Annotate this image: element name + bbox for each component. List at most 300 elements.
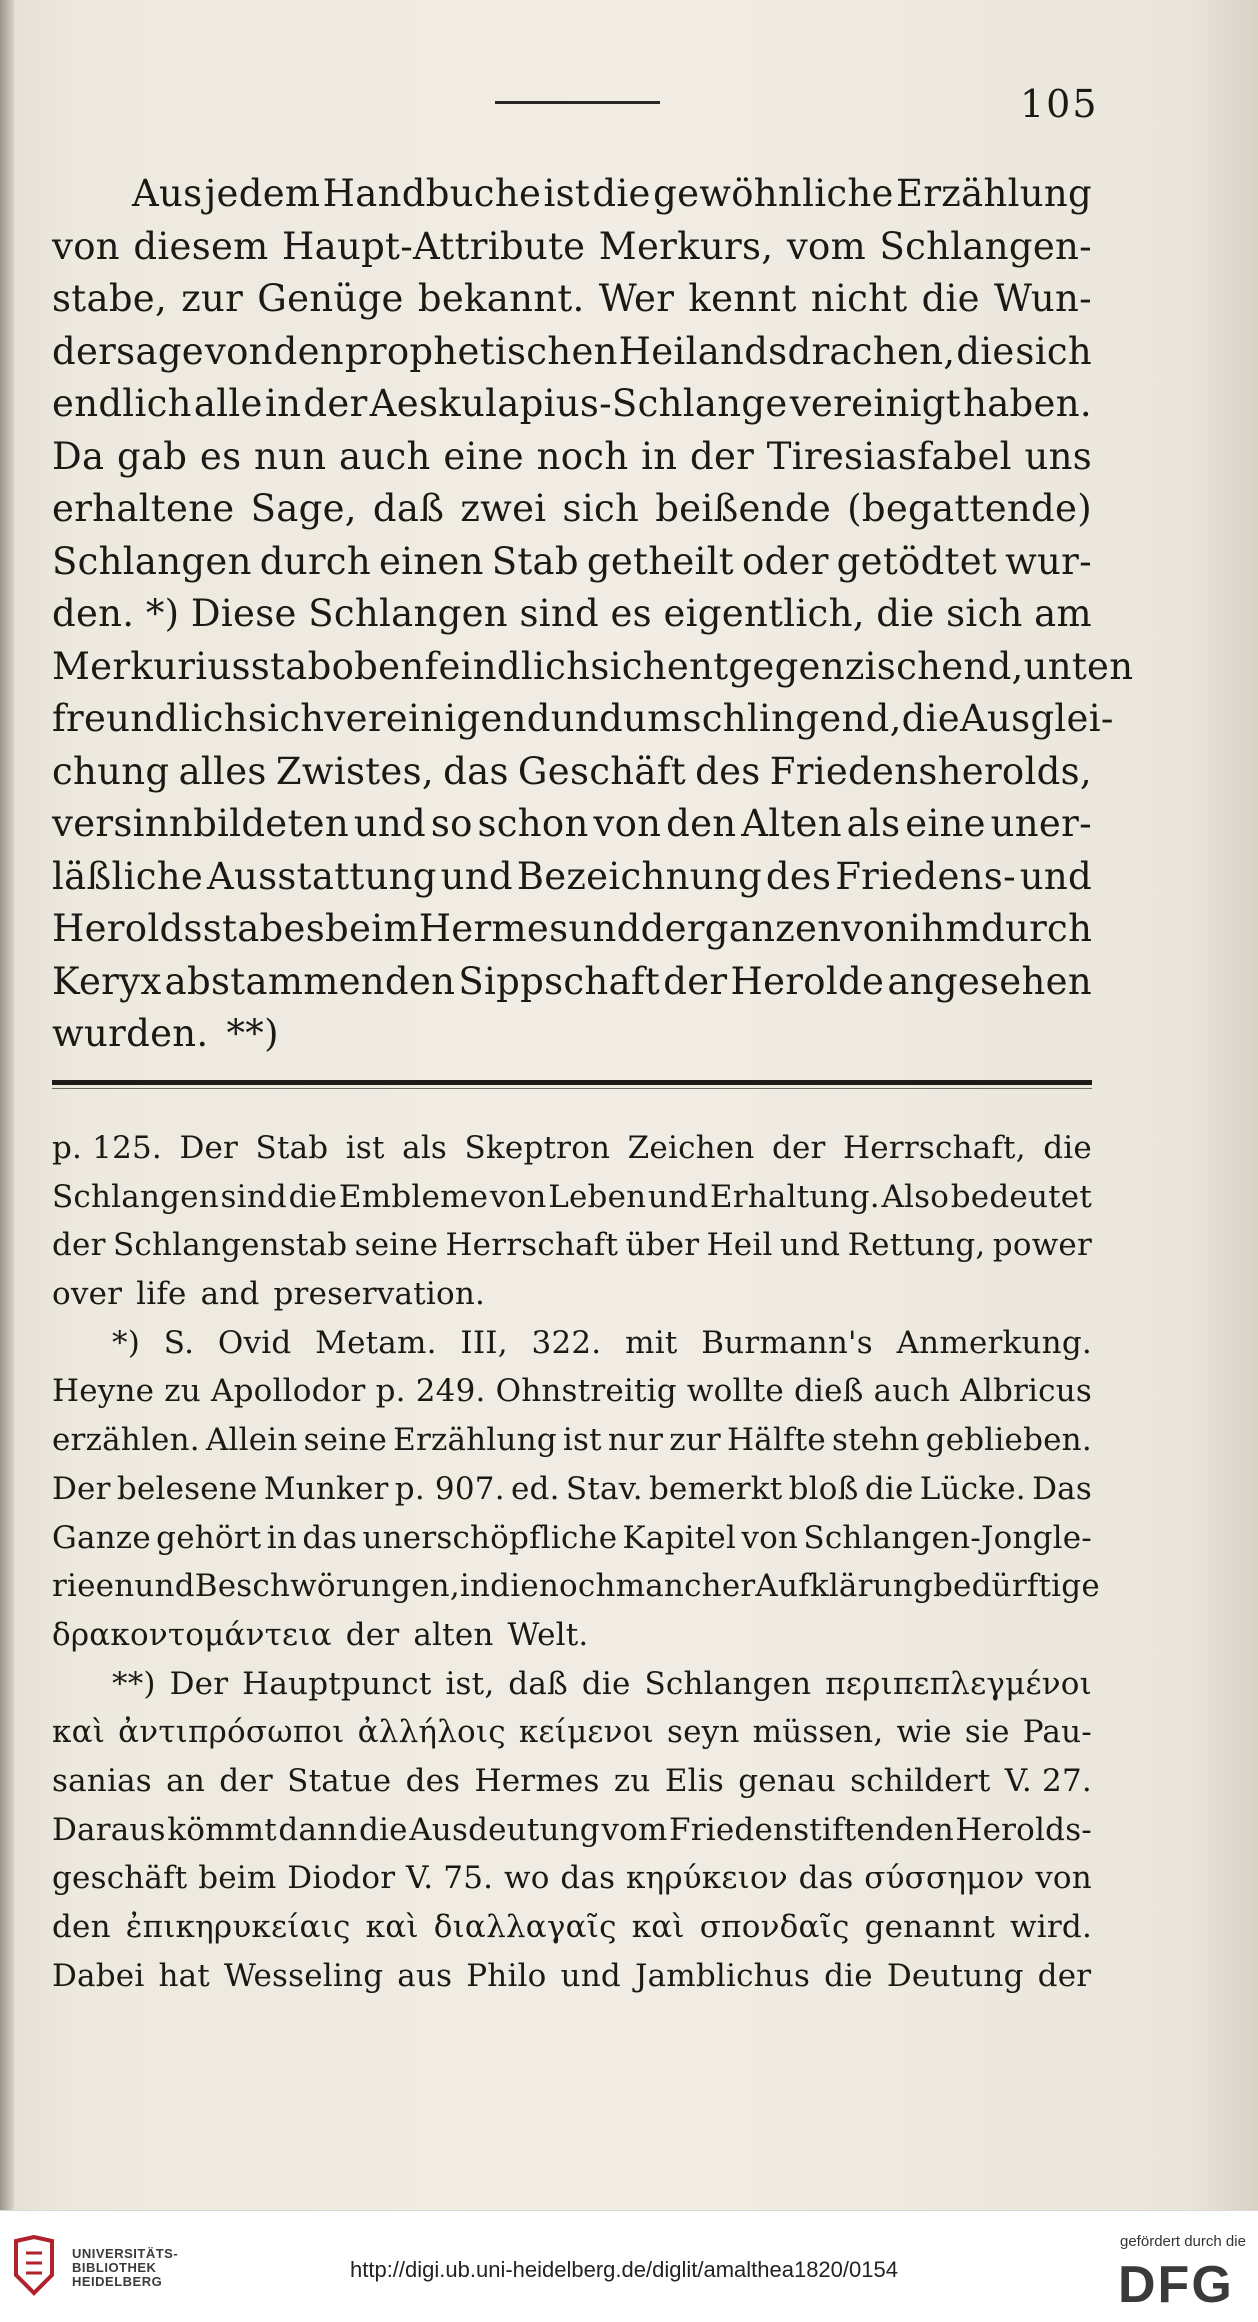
word: oder <box>741 539 829 583</box>
word: der <box>1037 1957 1092 1994</box>
word: die <box>956 329 1015 373</box>
word: (begattende) <box>847 487 1092 530</box>
word: mit <box>625 1324 678 1361</box>
word: den <box>666 802 737 845</box>
word: Ausglei- <box>960 697 1114 740</box>
word: V. 75. <box>406 1860 494 1897</box>
word: Der <box>179 1130 239 1166</box>
word: Jamblichus <box>634 1957 811 1994</box>
footnotes <box>52 1130 1100 2006</box>
text-line <box>52 592 1092 645</box>
footnote-separator-thin-rule <box>52 1088 1092 1089</box>
word: Handbuche <box>322 172 542 215</box>
word: bekannt. <box>417 277 585 320</box>
word: Stab <box>491 539 579 583</box>
word: in <box>266 1519 298 1556</box>
word: Schlangen <box>52 539 252 583</box>
footnote-separator-rule <box>52 1080 1092 1085</box>
footnote-line <box>52 1520 1092 1569</box>
word: haben. <box>963 382 1092 425</box>
word: ihm <box>909 907 981 950</box>
word: life <box>136 1276 187 1313</box>
library-name-line: UNIVERSITÄTS- <box>72 2246 179 2261</box>
word: die <box>592 172 651 215</box>
word: Kapitel <box>622 1519 737 1556</box>
word: καὶ <box>52 1714 106 1751</box>
word: des <box>765 854 832 898</box>
word: sich <box>1015 329 1092 373</box>
word: als <box>402 1130 448 1166</box>
word: Ausstattung <box>206 854 437 898</box>
word: seine <box>354 1227 439 1264</box>
word: chung <box>52 749 170 793</box>
word: Herolds- <box>955 1811 1092 1848</box>
word: Daraus <box>52 1811 166 1848</box>
word: genannt <box>864 1909 996 1945</box>
text-line <box>52 540 1092 593</box>
word: der <box>219 1762 273 1799</box>
word: die <box>901 697 960 740</box>
word: es <box>199 434 242 478</box>
word: sich <box>946 592 1023 635</box>
word: σπονδαῖς <box>699 1909 850 1945</box>
word: Ovid <box>217 1324 292 1361</box>
word: aus <box>397 1957 453 1994</box>
footnote-line <box>52 1179 1092 1228</box>
word: rieen <box>52 1568 135 1605</box>
word: κείμενοι <box>518 1714 654 1751</box>
word: Schlangen <box>52 1178 219 1215</box>
word: Hauptpunct <box>242 1665 432 1702</box>
word: durch <box>259 539 371 583</box>
word: Apollodor <box>211 1373 366 1410</box>
word: unten <box>1023 644 1134 688</box>
word: Schlangen <box>308 592 508 635</box>
text-line <box>52 277 1092 330</box>
library-name <box>72 2247 178 2289</box>
word: Erzählung <box>896 172 1092 215</box>
word: freundlich <box>52 697 248 740</box>
word: Philo <box>466 1957 547 1994</box>
word: Da <box>52 434 105 478</box>
word: Hermes <box>474 1762 600 1799</box>
word: müssen, <box>752 1714 884 1751</box>
text-line <box>52 225 1092 278</box>
word: Merkuriusstab <box>52 644 332 688</box>
word: Tiresiasfabel <box>766 434 1012 478</box>
word: oben <box>331 644 425 688</box>
word: sanias <box>52 1762 152 1799</box>
dfg-logo: DFG <box>1118 2256 1234 2314</box>
word: Albricus <box>960 1373 1092 1410</box>
word: und <box>440 854 513 898</box>
word: Diese <box>190 592 297 635</box>
word: und <box>779 1227 841 1264</box>
word: δρακοντομάντεια <box>52 1616 332 1653</box>
word: Der <box>52 1470 111 1507</box>
word: Das <box>1032 1470 1092 1507</box>
word: in <box>459 1568 491 1605</box>
word: Hälfte <box>726 1422 826 1459</box>
word: sich <box>562 487 640 530</box>
text-line <box>52 172 1092 225</box>
word: von <box>593 802 662 845</box>
word: die <box>824 1957 873 1994</box>
word: Der <box>169 1665 229 1702</box>
word: ist, <box>445 1665 495 1702</box>
word: vereinigend <box>324 697 551 740</box>
university-library-logo-icon <box>12 2235 56 2297</box>
word: Sage, <box>250 487 357 530</box>
word: Genüge <box>257 277 404 320</box>
word: Friedenstiftenden <box>669 1811 954 1848</box>
footnote-line <box>52 1909 1092 1958</box>
word: Wer <box>598 277 675 320</box>
footnote-line <box>52 1714 1092 1763</box>
text-line <box>52 750 1092 803</box>
word: und <box>647 1178 709 1215</box>
word: V. 27. <box>1004 1762 1092 1799</box>
library-name-line: HEIDELBERG <box>72 2274 163 2289</box>
footnote-line <box>52 1958 1092 2007</box>
word: hat <box>158 1957 210 1994</box>
word: von <box>841 907 910 950</box>
word: Heilandsdrachen, <box>618 329 956 373</box>
word: sich <box>247 697 325 740</box>
word: die <box>358 1811 408 1848</box>
word: den <box>52 1909 111 1945</box>
word: nicht <box>810 277 908 320</box>
word: das <box>443 749 509 793</box>
word: Erhaltung. <box>709 1178 880 1215</box>
word: p. 249. <box>375 1373 486 1410</box>
word: ἀλλήλοις <box>357 1714 506 1751</box>
word: ist <box>345 1130 385 1166</box>
word: belesene <box>116 1470 258 1507</box>
funder-caption: gefördert durch die <box>1120 2233 1246 2250</box>
word: Ohnstreitig <box>495 1373 677 1410</box>
word: ed. <box>511 1470 560 1507</box>
word: Pau- <box>1022 1714 1092 1751</box>
word: Elis <box>664 1762 724 1799</box>
word: Aeskulapius-Schlange <box>369 382 788 425</box>
word: Ganze <box>52 1519 151 1556</box>
word: Beschwörungen, <box>194 1568 460 1605</box>
word: der <box>771 1130 826 1166</box>
word: von <box>1035 1860 1092 1897</box>
word: Schlangen-Jongle- <box>803 1519 1092 1556</box>
word: Rettung, <box>847 1227 986 1264</box>
footnote-line <box>52 1471 1092 1520</box>
word: zur <box>181 277 244 320</box>
footnote-line <box>52 1227 1092 1276</box>
word: Heroldsstabes <box>52 907 326 950</box>
word: der <box>52 1227 106 1264</box>
word: gehört <box>156 1519 262 1556</box>
text-line <box>52 855 1092 908</box>
word: Hermes <box>418 907 569 950</box>
word: Friedensherolds, <box>769 749 1092 793</box>
word: wird. <box>1010 1909 1092 1945</box>
word: ist <box>562 1422 602 1459</box>
word: bloß <box>788 1470 859 1507</box>
word: Diodor <box>287 1860 396 1897</box>
word: Ausdeutung <box>409 1811 600 1848</box>
word: zu <box>613 1762 651 1799</box>
text-line <box>52 435 1092 488</box>
word: Burmann's <box>701 1324 873 1361</box>
word: angesehen <box>887 959 1092 1003</box>
word: zu <box>164 1373 201 1410</box>
word: abstammenden <box>164 959 456 1003</box>
footnote-line <box>52 1617 1092 1666</box>
word: des <box>405 1762 461 1799</box>
word: sind <box>220 1178 287 1215</box>
word: beim <box>325 907 419 950</box>
footnote-line <box>52 1325 1092 1374</box>
word: schon <box>477 802 589 845</box>
word: seyn <box>667 1714 740 1751</box>
word: gab <box>116 434 188 478</box>
word: den. <box>52 592 135 635</box>
word: III, <box>460 1324 508 1361</box>
footnote-line <box>52 1568 1100 1617</box>
word: Heyne <box>52 1373 155 1410</box>
word: läßliche <box>52 854 204 898</box>
text-line <box>52 1012 1092 1065</box>
word: so <box>430 802 473 845</box>
word: der <box>303 382 368 425</box>
word: die <box>490 1568 539 1605</box>
word: Munker <box>263 1470 389 1507</box>
word: Merkurs, <box>598 224 774 268</box>
word: die <box>1043 1130 1092 1166</box>
footnote-line <box>52 1763 1092 1812</box>
word: alle <box>193 382 263 425</box>
word: von <box>52 224 120 268</box>
footnote-line <box>52 1666 1092 1715</box>
word: eine <box>443 434 524 478</box>
word: von <box>489 1178 547 1215</box>
word: κηρύκειον <box>625 1860 788 1897</box>
word: und <box>1019 854 1092 898</box>
word: ganzen <box>704 907 842 950</box>
word: schildert <box>850 1762 991 1799</box>
word: der <box>689 434 755 478</box>
word: den <box>273 329 344 373</box>
word: ἀντιπρόσωποι <box>118 1714 345 1751</box>
word: auch <box>873 1373 951 1410</box>
word: Anmerkung. <box>896 1324 1092 1361</box>
word: durch <box>980 907 1093 950</box>
word: in <box>264 382 302 425</box>
word: es <box>610 592 652 635</box>
word: umschlingend, <box>622 697 902 740</box>
word: vereinigt <box>789 382 961 425</box>
word: bedürftige <box>933 1568 1100 1605</box>
footnote-line <box>52 1812 1092 1861</box>
word: geblieben. <box>925 1422 1092 1459</box>
word: prophetischen <box>344 329 618 373</box>
word: Friedens- <box>835 854 1016 898</box>
word: sich <box>590 644 667 688</box>
word: sie <box>964 1714 1010 1751</box>
word: Statue <box>287 1762 392 1799</box>
word: diesem <box>133 224 269 268</box>
word: Leben <box>548 1178 647 1215</box>
word: in <box>641 434 678 478</box>
word: eigentlich, <box>663 592 865 635</box>
word: und <box>560 1957 621 1994</box>
word: p. 907. <box>394 1470 505 1507</box>
library-name-line: BIBLIOTHEK <box>72 2260 157 2275</box>
word: Allein <box>205 1422 298 1459</box>
footnote-line <box>52 1422 1092 1471</box>
word: Deutung <box>886 1957 1024 1994</box>
word: die <box>288 1178 338 1215</box>
word: διαλλαγαῖς <box>433 1909 617 1945</box>
word: Embleme <box>338 1178 489 1215</box>
word: endlich <box>52 382 192 425</box>
word: gewöhnliche <box>653 172 894 215</box>
word: Herrschaft, <box>843 1130 1026 1166</box>
word: καὶ <box>631 1909 685 1945</box>
word: nur <box>607 1422 664 1459</box>
word: over <box>52 1276 123 1313</box>
word: Dabei <box>52 1957 145 1994</box>
page-gutter-shadow <box>0 0 14 2210</box>
word: Stav. <box>565 1470 643 1507</box>
footnote-line <box>52 1130 1092 1179</box>
word: sind <box>519 592 599 635</box>
word: als <box>846 802 901 845</box>
footnote-line <box>52 1373 1092 1422</box>
text-line <box>52 644 1134 698</box>
word: Bezeichnung <box>516 854 763 898</box>
word: beißende <box>655 487 832 530</box>
word: und <box>568 907 641 950</box>
word: alten <box>413 1616 494 1653</box>
word: am <box>1034 592 1092 635</box>
word: **) <box>112 1665 156 1702</box>
text-line <box>52 802 1092 855</box>
text-line <box>52 487 1092 540</box>
word: auch <box>339 434 431 478</box>
text-line <box>52 382 1092 435</box>
word: περιπεπλεγμένοι <box>825 1665 1092 1702</box>
word: kömmt <box>167 1811 277 1848</box>
word: daß <box>372 487 445 530</box>
word: wo <box>503 1860 550 1897</box>
word: einen <box>378 539 484 583</box>
word: uner- <box>990 802 1092 845</box>
word: dann <box>278 1811 358 1848</box>
word: dieß <box>793 1373 864 1410</box>
word: mancher <box>615 1568 756 1605</box>
word: ist <box>543 172 591 215</box>
word: die <box>581 1665 631 1702</box>
word: zwei <box>460 487 547 530</box>
word: wollte <box>686 1373 784 1410</box>
text-line <box>52 697 1114 750</box>
footnote-line <box>52 1276 1092 1325</box>
word: eine <box>905 802 986 845</box>
word: die <box>921 277 980 320</box>
word: wurden. <box>52 1012 209 1055</box>
word: vom <box>786 224 866 268</box>
word: Haupt-Attribute <box>282 224 586 268</box>
word: stabe, <box>52 277 168 320</box>
word: die <box>864 1470 914 1507</box>
word: dersage <box>52 329 204 373</box>
word: stehn <box>831 1422 920 1459</box>
word: alles <box>178 749 267 793</box>
word: *) <box>145 592 180 635</box>
word: Also <box>881 1178 950 1215</box>
word: 322. <box>531 1324 602 1361</box>
word: das <box>560 1860 616 1897</box>
word: von <box>741 1519 799 1556</box>
word: Schlangen- <box>879 224 1092 268</box>
word: jedem <box>204 172 321 215</box>
word: bedeutet <box>950 1178 1092 1215</box>
word: Wun- <box>994 277 1092 320</box>
word: power <box>992 1227 1092 1264</box>
word: genau <box>738 1762 836 1799</box>
word: beim <box>198 1860 277 1897</box>
word: kennt <box>688 277 797 320</box>
word: erzählen. <box>52 1422 200 1459</box>
word: versinnbildeten <box>52 802 349 845</box>
word: Keryx <box>52 959 162 1003</box>
word: Schlangenstab <box>112 1227 348 1264</box>
permalink-url[interactable]: http://digi.ub.uni-heidelberg.de/diglit/amalthea1820/0154 <box>350 2257 898 2282</box>
word: p. 125. <box>52 1130 162 1166</box>
word: der <box>663 959 728 1003</box>
word: preservation. <box>273 1276 486 1313</box>
word: Stab <box>255 1130 329 1166</box>
word: Alten <box>741 802 842 845</box>
footnote-line <box>52 1860 1092 1909</box>
word: unerschöpfliche <box>362 1519 618 1556</box>
word: die <box>876 592 935 635</box>
word: Herolde <box>730 959 885 1003</box>
text-line <box>52 330 1092 383</box>
word: Metam. <box>315 1324 437 1361</box>
word: erhaltene <box>52 487 235 530</box>
word: noch <box>536 434 629 478</box>
word: *) <box>112 1324 140 1361</box>
word: Lücke. <box>919 1470 1026 1507</box>
word: Wesseling <box>223 1957 384 1994</box>
word: S. <box>163 1324 195 1361</box>
word: Herrschaft <box>445 1227 619 1264</box>
word: geschäft <box>52 1860 188 1897</box>
main-paragraph <box>52 172 1134 1065</box>
word: nun <box>254 434 327 478</box>
word: das <box>302 1519 358 1556</box>
word: Zwistes, <box>275 749 434 793</box>
word: Heil <box>706 1227 773 1264</box>
word: noch <box>538 1568 616 1605</box>
word: von <box>204 329 273 373</box>
word: Zeichen <box>627 1130 755 1166</box>
word: seine <box>303 1422 388 1459</box>
word: wur- <box>1005 539 1092 583</box>
word: der <box>345 1616 400 1653</box>
word: entgegenzischend, <box>666 644 1024 688</box>
text-line <box>52 907 1092 960</box>
